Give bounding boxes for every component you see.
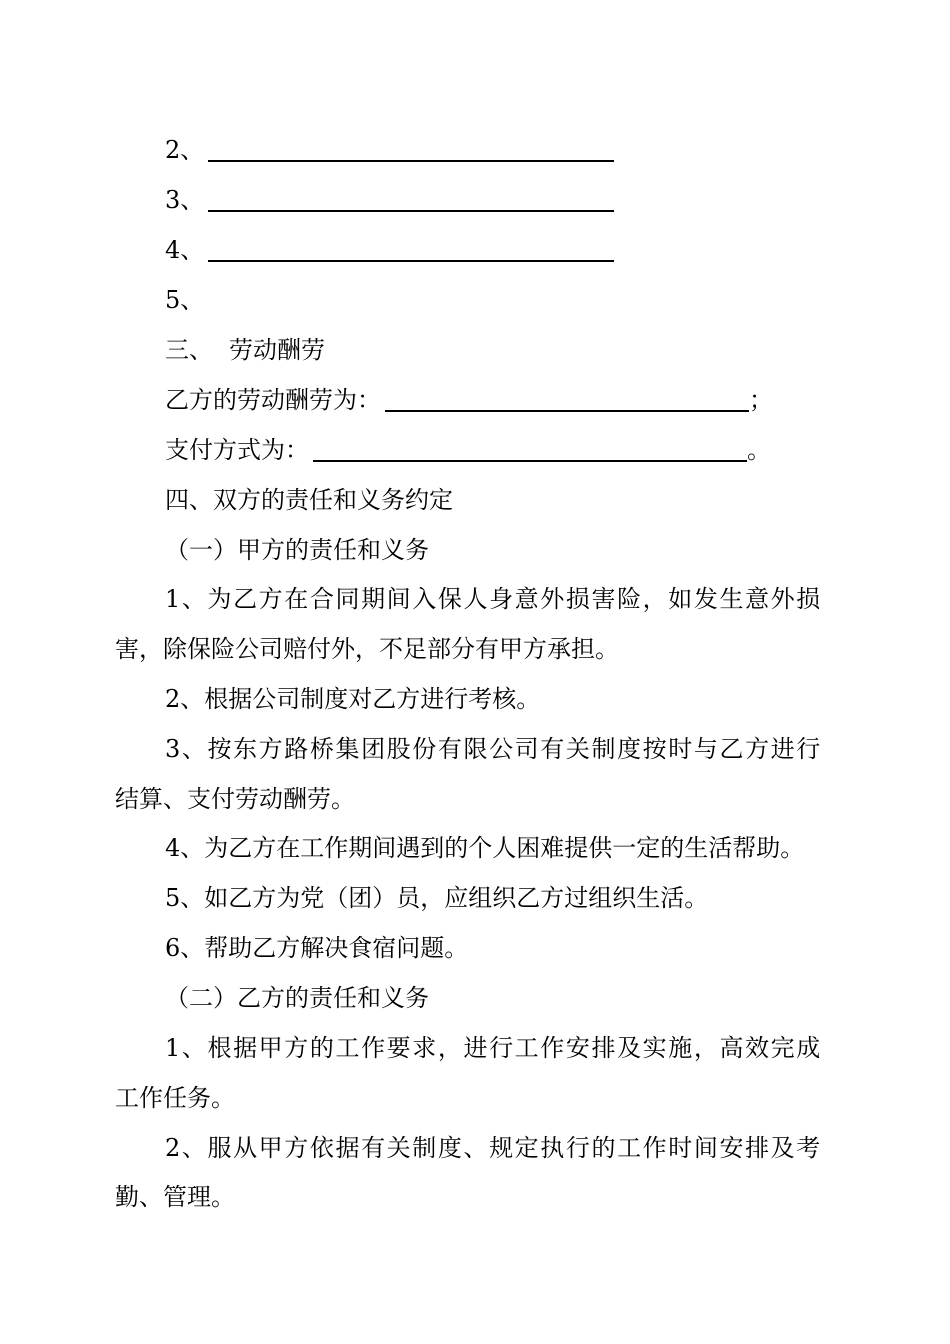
party-b-item-2-line-2: 勤、管理。 xyxy=(115,1183,235,1211)
list-item-number: 5、 xyxy=(165,286,205,314)
party-a-item-2: 2、根据公司制度对乙方进行考核。 xyxy=(165,685,541,713)
payment-method-label: 支付方式为： xyxy=(165,436,309,464)
party-b-item-1-line-2: 工作任务。 xyxy=(115,1084,235,1112)
list-item-2 xyxy=(165,138,614,162)
section-4-heading: 四、双方的责任和义务约定 xyxy=(165,486,453,514)
list-item-number: 4、 xyxy=(165,236,205,264)
party-a-item-4: 4、为乙方在工作期间遇到的个人困难提供一定的生活帮助。 xyxy=(165,834,805,862)
party-a-item-1-line-2: 害，除保险公司赔付外，不足部分有甲方承担。 xyxy=(115,635,619,663)
pay-label: 乙方的劳动酬劳为： xyxy=(165,386,381,414)
pay-blank[interactable] xyxy=(385,390,749,412)
party-a-item-3-line-2: 结算、支付劳动酬劳。 xyxy=(115,785,355,813)
list-item-number: 2、 xyxy=(165,136,205,164)
fill-in-blank[interactable] xyxy=(208,140,614,162)
party-a-item-6: 6、帮助乙方解决食宿问题。 xyxy=(165,934,469,962)
section-title: 劳动酬劳 xyxy=(229,336,325,364)
pay-end-punct: ； xyxy=(749,386,773,414)
section-3-heading xyxy=(165,338,325,362)
party-b-item-1-line-1: 1、根据甲方的工作要求，进行工作安排及实施，高效完成 xyxy=(165,1034,822,1062)
list-item-4 xyxy=(165,238,614,262)
section-number: 三、 xyxy=(165,336,213,364)
fill-in-blank[interactable] xyxy=(208,190,614,212)
payment-method-line xyxy=(165,438,771,462)
party-a-heading: （一）甲方的责任和义务 xyxy=(165,536,429,564)
list-item-number: 3、 xyxy=(165,186,205,214)
payment-method-blank[interactable] xyxy=(313,440,747,462)
party-b-item-2-line-1: 2、服从甲方依据有关制度、规定执行的工作时间安排及考 xyxy=(165,1134,822,1162)
payment-method-end-punct: 。 xyxy=(747,436,771,464)
list-item-3 xyxy=(165,188,614,212)
fill-in-blank[interactable] xyxy=(208,240,614,262)
party-b-heading: （二）乙方的责任和义务 xyxy=(165,984,429,1012)
list-item-5 xyxy=(165,288,204,312)
pay-line xyxy=(165,388,773,412)
party-a-item-5: 5、如乙方为党（团）员，应组织乙方过组织生活。 xyxy=(165,884,709,912)
party-a-item-3-line-1: 3、按东方路桥集团股份有限公司有关制度按时与乙方进行 xyxy=(165,735,822,763)
party-a-item-1-line-1: 1、为乙方在合同期间入保人身意外损害险，如发生意外损 xyxy=(165,585,822,613)
